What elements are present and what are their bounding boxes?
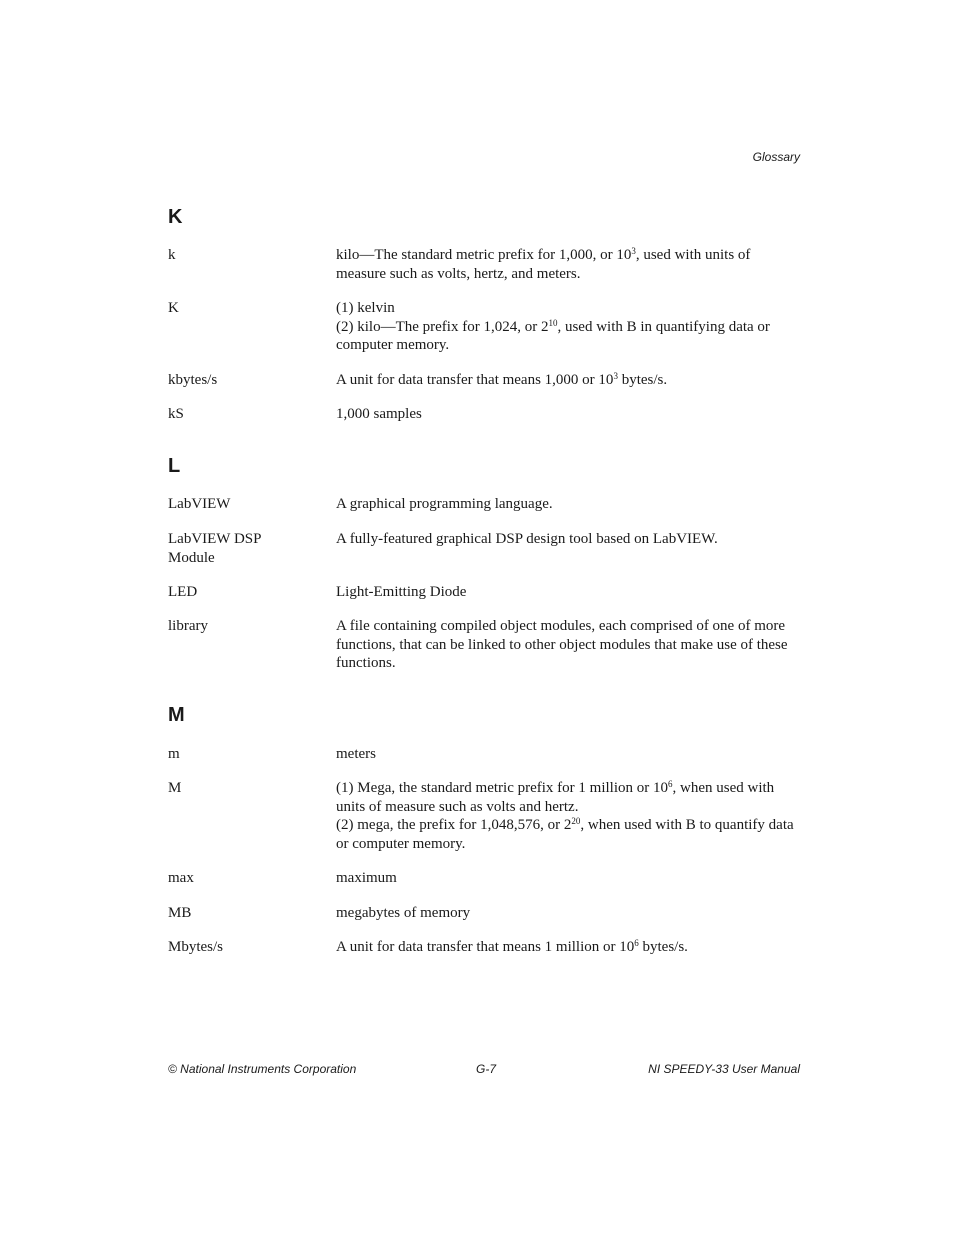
entry-term: m	[168, 746, 180, 762]
entry-term: MB	[168, 905, 192, 921]
entry-term: LabVIEW	[168, 496, 231, 512]
entry-term: k	[168, 247, 176, 263]
entry-definition: meters	[336, 746, 376, 762]
entry-term: kbytes/s	[168, 372, 218, 388]
entry-definition: A file containing compiled object modules, each comprised of one of more functions, that can be linked to other object modules that make use of these functions.	[336, 618, 788, 671]
entry-term: Mbytes/s	[168, 939, 224, 955]
superscript: 3	[631, 246, 636, 257]
section-letter-k: K	[168, 206, 183, 228]
entry-definition: A fully-featured graphical DSP design tool based on LabVIEW.	[336, 531, 718, 547]
entry-definition: kilo—The standard metric prefix for 1,000, or $10^3$, used with units of measure such as volts, hertz, and meters.	[336, 246, 751, 282]
section-letter-m: M	[168, 704, 185, 726]
entry-term: K	[168, 300, 179, 316]
entry-definition: (1) kelvin (2) kilo—The prefix for 1,024, or $2^{10}$, used with B in quantifying data or computer memory.	[336, 300, 770, 353]
entry-definition: A graphical programming language.	[336, 496, 553, 512]
entry-term: LabVIEW DSP Module	[168, 531, 261, 566]
footer-copyright: © National Instruments Corporation	[168, 1062, 357, 1076]
superscript: 20	[571, 816, 581, 827]
entry-definition: A unit for data transfer that means 1 million or $10^6$ bytes/s.	[336, 938, 688, 955]
section-letter-l: L	[168, 455, 181, 477]
superscript: 10	[548, 317, 558, 328]
superscript: 6	[634, 938, 639, 949]
entry-definition: maximum	[336, 870, 397, 886]
entry-term: max	[168, 870, 194, 886]
running-head: Glossary	[752, 150, 800, 164]
entry-term: library	[168, 618, 208, 634]
entry-definition: Light-Emitting Diode	[336, 584, 467, 600]
entry-definition: A unit for data transfer that means 1,000 or $10^3$ bytes/s.	[336, 371, 668, 388]
entry-term: kS	[168, 406, 184, 422]
entry-definition: (1) Mega, the standard metric prefix for 1 million or $10^6$, when used with units of measure such as volts and hertz. (2) mega, the prefix for 1,048,576, or $2^{20}$, when used with B to quantify data or computer memory.	[336, 779, 794, 852]
entry-term: M	[168, 780, 182, 796]
superscript: 6	[668, 779, 673, 790]
entry-term: LED	[168, 584, 198, 600]
entry-definition: 1,000 samples	[336, 406, 422, 422]
superscript: 3	[613, 371, 618, 382]
footer-page-number: G-7	[476, 1062, 497, 1076]
entry-definition: megabytes of memory	[336, 905, 471, 921]
footer-manual-title: NI SPEEDY-33 User Manual	[648, 1062, 800, 1076]
